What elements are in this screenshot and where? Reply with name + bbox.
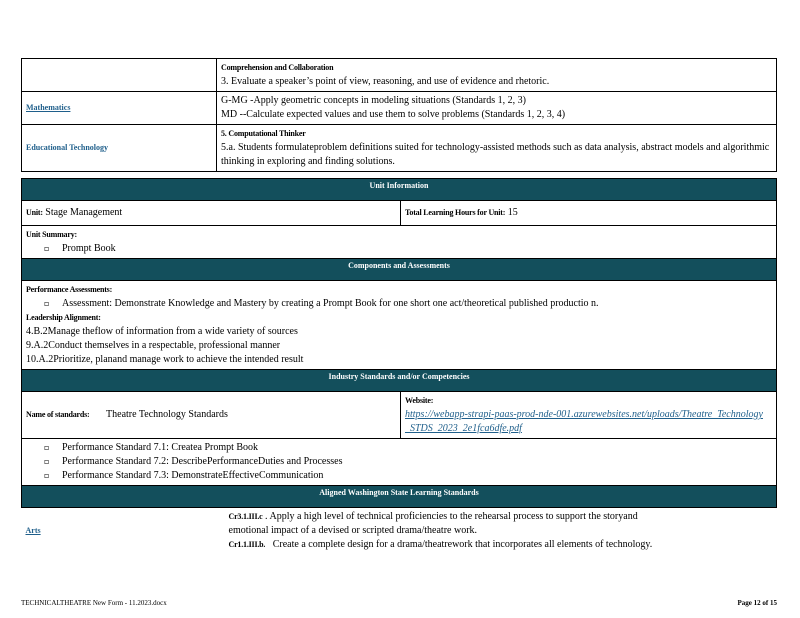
math-standard-1: G-MG -Apply geometric concepts in modeling situations (Standards 1, 2, 3)	[221, 95, 526, 106]
bullet-icon: ▫	[44, 443, 50, 452]
aligned-standards-band: Aligned Washington State Learning Standards	[22, 486, 777, 508]
components-row	[22, 281, 777, 370]
footer-page-number: Page 12 of 15	[737, 599, 777, 607]
standards-name-label: Name of standards:	[26, 410, 90, 419]
standards-table	[21, 58, 777, 172]
hours-value: 15	[507, 207, 518, 218]
bullet-icon: ▫	[44, 244, 50, 253]
leadership-item: 9.A.2Conduct themselves in a respectable, professional manner	[26, 340, 281, 351]
edtech-text: 5.a. Students formulateproblem definitions suited for technology-assisted methods such as data analysis, abstract models and algorithmic thinking in exploring and finding solutions.	[221, 142, 770, 167]
leadership-label: Leadership Alignment:	[26, 313, 101, 322]
arts-subject-link[interactable]: Arts	[25, 526, 41, 535]
leadership-item: 10.A.2Prioritize, planand manage work to achieve the intended result	[26, 354, 304, 365]
comprehension-text: 3. Evaluate a speaker’s point of view, reasoning, and use of evidence and rhetoric.	[221, 76, 550, 87]
mathematics-row	[22, 92, 777, 125]
hours-label: Total Learning Hours for Unit:	[405, 208, 506, 217]
assessment-item: ▫ Assessment: Demonstrate Knowledge and Mastery by creating a Prompt Book for one short one act/theoretical published productio n.	[44, 298, 599, 309]
standards-name-row	[22, 392, 777, 439]
standards-name-value: Theatre Technology Standards	[106, 409, 228, 420]
arts-standard-1: Cr3.1.III.c . Apply a high level of technical proficiencies to the rehearsal process to support the storyand	[228, 511, 638, 522]
performance-standard-item: ▫ Performance Standard 7.1: Createa Prompt Book	[44, 442, 259, 453]
leadership-item: 4.B.2Manage theflow of information from a wide variety of sources	[26, 326, 298, 337]
mathematics-subject-link[interactable]: Mathematics	[26, 103, 71, 112]
arts-standard-2: Cr1.1.III.b. Create a complete design for a drama/theatrework that incorporates all elements of technology.	[228, 539, 653, 550]
summary-item: ▫ Prompt Book	[44, 243, 116, 254]
bullet-icon: ▫	[44, 299, 50, 308]
unit-information-band: Unit Information	[22, 179, 777, 201]
industry-band: Industry Standards and/or Competencies	[22, 370, 777, 392]
unit-label: Unit:	[26, 208, 43, 217]
unit-value: Stage Management	[45, 207, 123, 218]
edtech-subject: Educational Technology	[26, 143, 109, 152]
website-label: Website:	[405, 396, 434, 405]
arts-row	[22, 508, 777, 555]
website-link[interactable]: https://webapp-strapi-paas-prod-nde-001.azurewebsites.net/uploads/Theatre_Technology_STDS_2023_2e1fca6dfe.pdf	[405, 409, 763, 434]
comprehension-row	[22, 59, 777, 92]
summary-label: Unit Summary:	[26, 230, 77, 239]
edtech-row	[22, 125, 777, 172]
components-band: Components and Assessments	[22, 259, 777, 281]
footer-filename: TECHNICALTHEATRE New Form - 11.2023.docx	[21, 599, 167, 607]
performance-standard-item: ▫ Performance Standard 7.2: DescribePerformanceDuties and Processes	[44, 456, 343, 467]
comprehension-header: Comprehension and Collaboration	[221, 63, 334, 72]
bullet-icon: ▫	[44, 457, 50, 466]
performance-label: Performance Assessments:	[26, 285, 113, 294]
unit-table	[21, 178, 777, 554]
bullet-icon: ▫	[44, 471, 50, 480]
math-standard-2: MD --Calculate expected values and use them to solve problems (Standards 1, 2, 3, 4)	[221, 109, 566, 120]
summary-row	[22, 226, 777, 259]
edtech-header: 5. Computational Thinker	[221, 129, 306, 138]
unit-row	[22, 201, 777, 226]
performance-standards-row	[22, 439, 777, 486]
arts-standard-1-cont: emotional impact of a devised or scripted drama/theatre work.	[228, 525, 478, 536]
performance-standard-item: ▫ Performance Standard 7.3: DemonstrateEffectiveCommunication	[44, 470, 324, 481]
